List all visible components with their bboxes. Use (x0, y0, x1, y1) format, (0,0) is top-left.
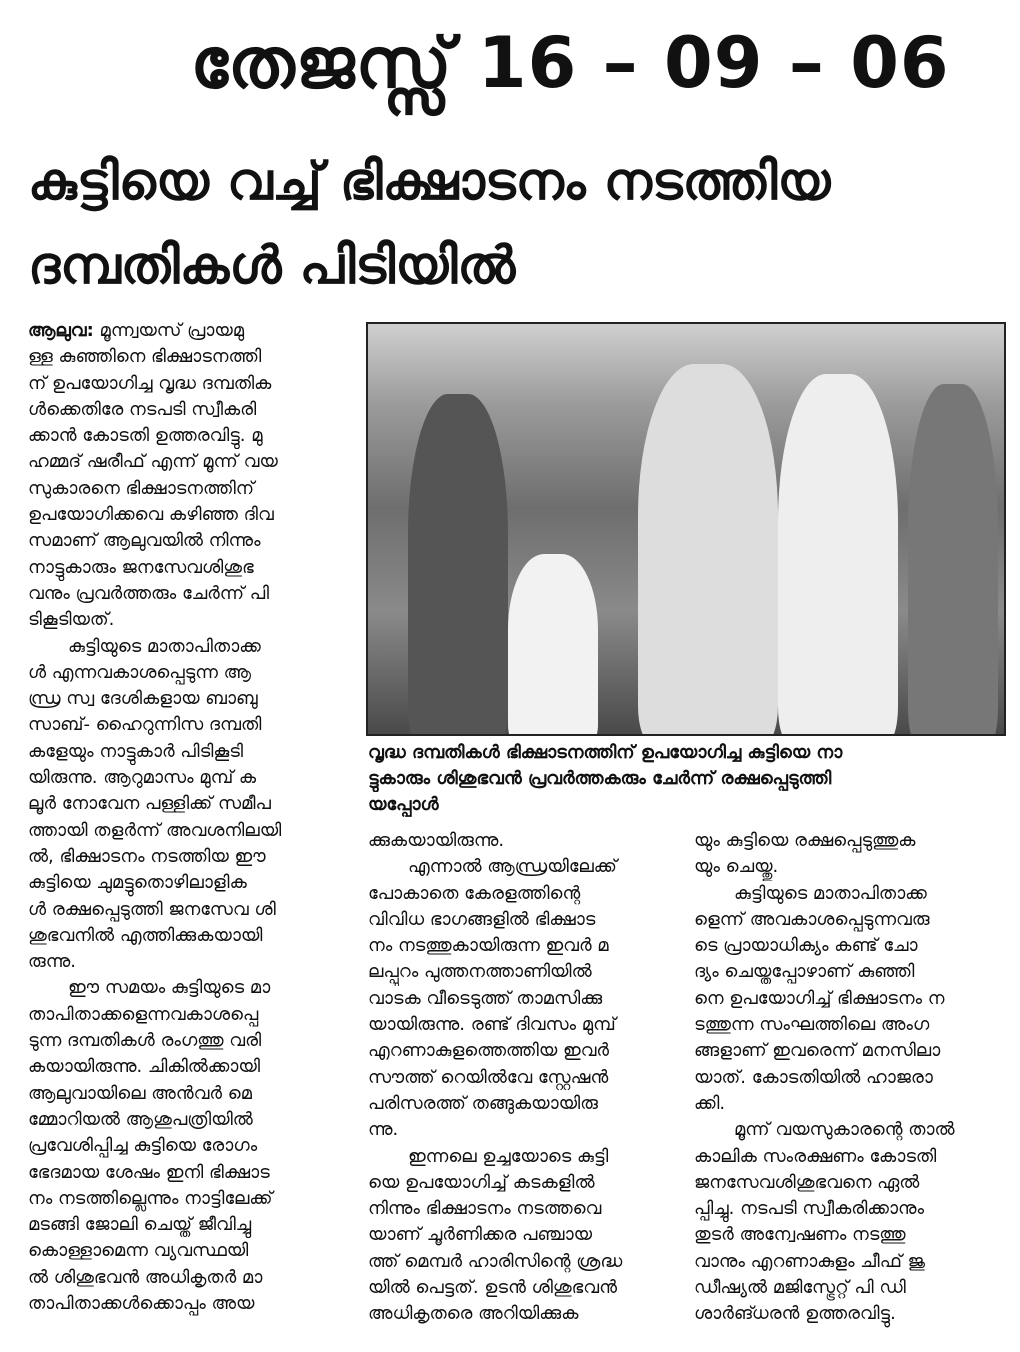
article-line: വിവിധ ഭാഗങ്ങളിൽ ഭിക്ഷാട (368, 908, 596, 930)
caption-line: യപ്പോൾ (368, 794, 439, 815)
caption-line: വൃദ്ധ ദമ്പതികൾ ഭിക്ഷാടനത്തിന് ഉപയോഗിച്ച കുട്ടിയെ നാ (368, 742, 843, 763)
article-column-left (28, 318, 363, 1317)
article-line: യായിരുന്നു. രണ്ട് ദിവസം മുമ്പ് (368, 1014, 616, 1036)
article-line: മ്മോറിയൽ ആശുപത്രിയിൽ (28, 1108, 253, 1130)
article-line: യിൽ പെട്ടത്. ഉടൻ ശിശുഭവൻ (368, 1277, 617, 1299)
headline-line: ദമ്പതികൾ പിടിയിൽ (28, 236, 516, 296)
article-line: ശാർങ്ധരൻ ഉത്തരവിട്ടു. (694, 1303, 896, 1325)
article-line: ശുഭവനിൽ എത്തിക്കുകയായി (28, 924, 263, 946)
dateline: ആലുവ: (28, 320, 94, 341)
article-line: അധികൃതരെ അറിയിക്കുക (368, 1303, 579, 1325)
masthead-title: തേജസ്സ് 16 – 09 – 06 (190, 22, 950, 104)
article-line: കളേയും നാട്ടുകാർ പിടികൂടി (28, 740, 244, 762)
article-line: എറണാകുളത്തെത്തിയ ഇവർ (368, 1040, 610, 1062)
article-line: നാട്ടുകാരും ജനസേവശിശുഭ (28, 556, 254, 578)
article-line: നം നടത്തുകായിരുന്ന ഇവർ മ (368, 935, 609, 957)
article-line (28, 318, 363, 344)
article-line: രുന്നു. (28, 951, 76, 973)
article-line: യും ചെയ്തു. (694, 856, 779, 878)
article-line: ഹമ്മദ് ഷരീഫ് എന്ന് മൂന്ന് വയ (28, 451, 278, 473)
headline (28, 140, 1008, 308)
article-line: സമാണ് ആലുവയിൽ നിന്നും (28, 530, 261, 552)
article-line: ങ്ങളാണ് ഇവരെന്ന് മനസിലാ (694, 1040, 941, 1062)
article-line: പ്രവേശിപ്പിച്ച കുട്ടിയെ രോഗം (28, 1135, 258, 1157)
article-line: വാടക വീടെടുത്ത് താമസിക്കു (368, 987, 603, 1009)
article-line: കൊള്ളാമെന്ന വ്യവസ്ഥയി (28, 1240, 249, 1262)
caption-line: ട്ടുകാരും ശിശുഭവൻ പ്രവർത്തകരും ചേർന്ന് രക്ഷപ്പെടുത്തി (368, 768, 832, 789)
article-column-middle (368, 828, 686, 1328)
article-line: യിരുന്നു. ആറുമാസം മുമ്പ് ക (28, 767, 257, 789)
article-line: പരിസരത്ത് തങ്ങുകയായിരു (368, 1092, 598, 1114)
article-line: യെ ഉപയോഗിച്ച് കടകളിൽ (368, 1171, 595, 1193)
article-line: യാത്. കോടതിയിൽ ഹാജരാ (694, 1066, 933, 1088)
article-line: വനും പ്രവർത്തരും ചേർന്ന് പി (28, 582, 270, 604)
article-line: സൗത്ത് റെയിൽവേ സ്റ്റേഷൻ (368, 1066, 609, 1088)
article-line: ളെന്ന് അവകാശപ്പെടുന്നവരു (694, 908, 930, 930)
article-line: ഈ സമയം കുട്ടിയുടെ മാ (68, 977, 271, 999)
article-line: ക്കി. (694, 1092, 726, 1114)
article-line: ഡീഷ്യൽ മജിസ്ട്രേറ്റ് പി ഡി (694, 1277, 906, 1299)
article-line: ൽ ശിശുഭവൻ അധികൃതർ മാ (28, 1266, 263, 1288)
article-line: ജനസേവശിശുഭവനെ ഏൽ (694, 1171, 920, 1193)
article-line: കുട്ടിയെ ചുമട്ടുതൊഴിലാളിക (28, 872, 247, 894)
article-line: ദ്യം ചെയ്തപ്പോഴാണ് കുഞ്ഞി (694, 961, 915, 983)
article-line: നെ ഉപയോഗിച്ച് ഭിക്ഷാടനം ന (694, 987, 945, 1009)
article-line: ഭേദമായ ശേഷം ഇനി ഭിക്ഷാട (28, 1161, 270, 1183)
article-line: പോകാതെ കേരളത്തിന്റെ (368, 882, 581, 904)
article-line: യും കുട്ടിയെ രക്ഷപ്പെടുത്തുക (694, 830, 916, 851)
article-line: എന്നാൽ ആന്ധ്രയിലേക്ക് (408, 856, 617, 878)
article-line: ടെ പ്രായാധിക്യം കണ്ട് ചോ (694, 935, 918, 957)
article-line: ക്കാൻ കോടതി ഉത്തരവിട്ടു. മു (28, 425, 263, 447)
article-line: ലപ്പുറം പുത്തനത്താണിയിൽ (368, 961, 592, 983)
article-line: നിന്നും ഭിക്ഷാടനം നടത്തവെ (368, 1198, 602, 1220)
article-line: തുടർ അന്വേഷണം നടത്തു (694, 1224, 906, 1246)
article-line: വാനും എറണാകുളം ചീഫ് ജു (694, 1250, 925, 1272)
article-line: സുകാരനെ ഭിക്ഷാടനത്തിന് (28, 477, 255, 499)
article-line: ത്ത് മെമ്പർ ഹാരിസിന്റെ ശ്രദ്ധ (368, 1250, 623, 1272)
news-photo (366, 322, 1006, 736)
article-line: മൂന്ന് വയസുകാരന്റെ താൽ (734, 1119, 955, 1141)
article-line: താപിതാക്കൾക്കൊപ്പം അയ (28, 1292, 255, 1314)
article-line: ന് ഉപയോഗിച്ച വൃദ്ധ ദമ്പതിക (28, 372, 272, 394)
article-line: സാബ്- ഹൈറുന്നിസ ദമ്പതി (28, 714, 262, 736)
article-line: പ്പിച്ചു. നടപടി സ്വീകരിക്കാനും (694, 1198, 924, 1220)
article-line: ഇന്നലെ ഉച്ചയോടെ കുട്ടി (408, 1145, 609, 1167)
article-line: ഉപയോഗിക്കവെ കഴിഞ്ഞ ദിവ (28, 504, 274, 526)
headline-line: കുട്ടിയെ വച്ച് ഭിക്ഷാടനം നടത്തിയ (28, 152, 831, 212)
article-line: ള്ള കുഞ്ഞിനെ ഭിക്ഷാടനത്തി (28, 346, 262, 368)
article-line: ടുന്ന ദമ്പതികൾ രംഗത്തു വരി (28, 1030, 262, 1052)
article-text: മൂന്ന്വയസ് പ്രായമു (93, 320, 245, 341)
article-line: ന്നു. (368, 1119, 399, 1141)
article-line: കാലിക സംരക്ഷണം കോടതി (694, 1145, 937, 1167)
article-line: ന്ധ്ര സ്വ ദേശികളായ ബാബു (28, 688, 258, 710)
article-line: യാണ് ചൂർണിക്കര പഞ്ചായ (368, 1224, 592, 1246)
article-line: ത്തായി തളർന്ന് അവശനിലയി (28, 819, 282, 841)
article-line: ൽ, ഭിക്ഷാടനം നടത്തിയ ഈ (28, 845, 266, 867)
article-line: ആലുവായിലെ അൻവർ മെ (28, 1082, 252, 1104)
article-line: ലൂർ നോവേന പള്ളിക്ക് സമീപ (28, 793, 271, 815)
article-line: മടങ്ങി ജോലി ചെയ്ത് ജീവിച്ചു (28, 1214, 252, 1236)
article-line: ടികൂടിയത്. (28, 609, 115, 631)
article-line: ൾ എന്നവകാശപ്പെടുന്ന ആ (28, 661, 252, 683)
article-line: ൾ രക്ഷപ്പെടുത്തി ജനസേവ ശി (28, 898, 276, 920)
photo-caption (368, 740, 1008, 818)
article-column-right (694, 828, 1006, 1328)
article-line: താപിതാക്കളെന്നവകാശപ്പെ (28, 1003, 259, 1025)
article-line: കുട്ടിയുടെ മാതാപിതാക്ക (734, 882, 927, 904)
article-line: നം നടത്തില്ലെന്നും നാട്ടിലേക്ക് (28, 1187, 273, 1209)
article-line: ക്കുകയായിരുന്നു. (368, 830, 505, 851)
article-line: ൾക്കെതിരേ നടപടി സ്വീകരി (28, 398, 257, 420)
article-line: കുട്ടിയുടെ മാതാപിതാക്ക (68, 635, 261, 657)
article-line: കയായിരുന്നു. ചികിൽക്കായി (28, 1056, 260, 1078)
article-line: ടത്തുന്ന സംഘത്തിലെ അംഗ (694, 1014, 930, 1036)
